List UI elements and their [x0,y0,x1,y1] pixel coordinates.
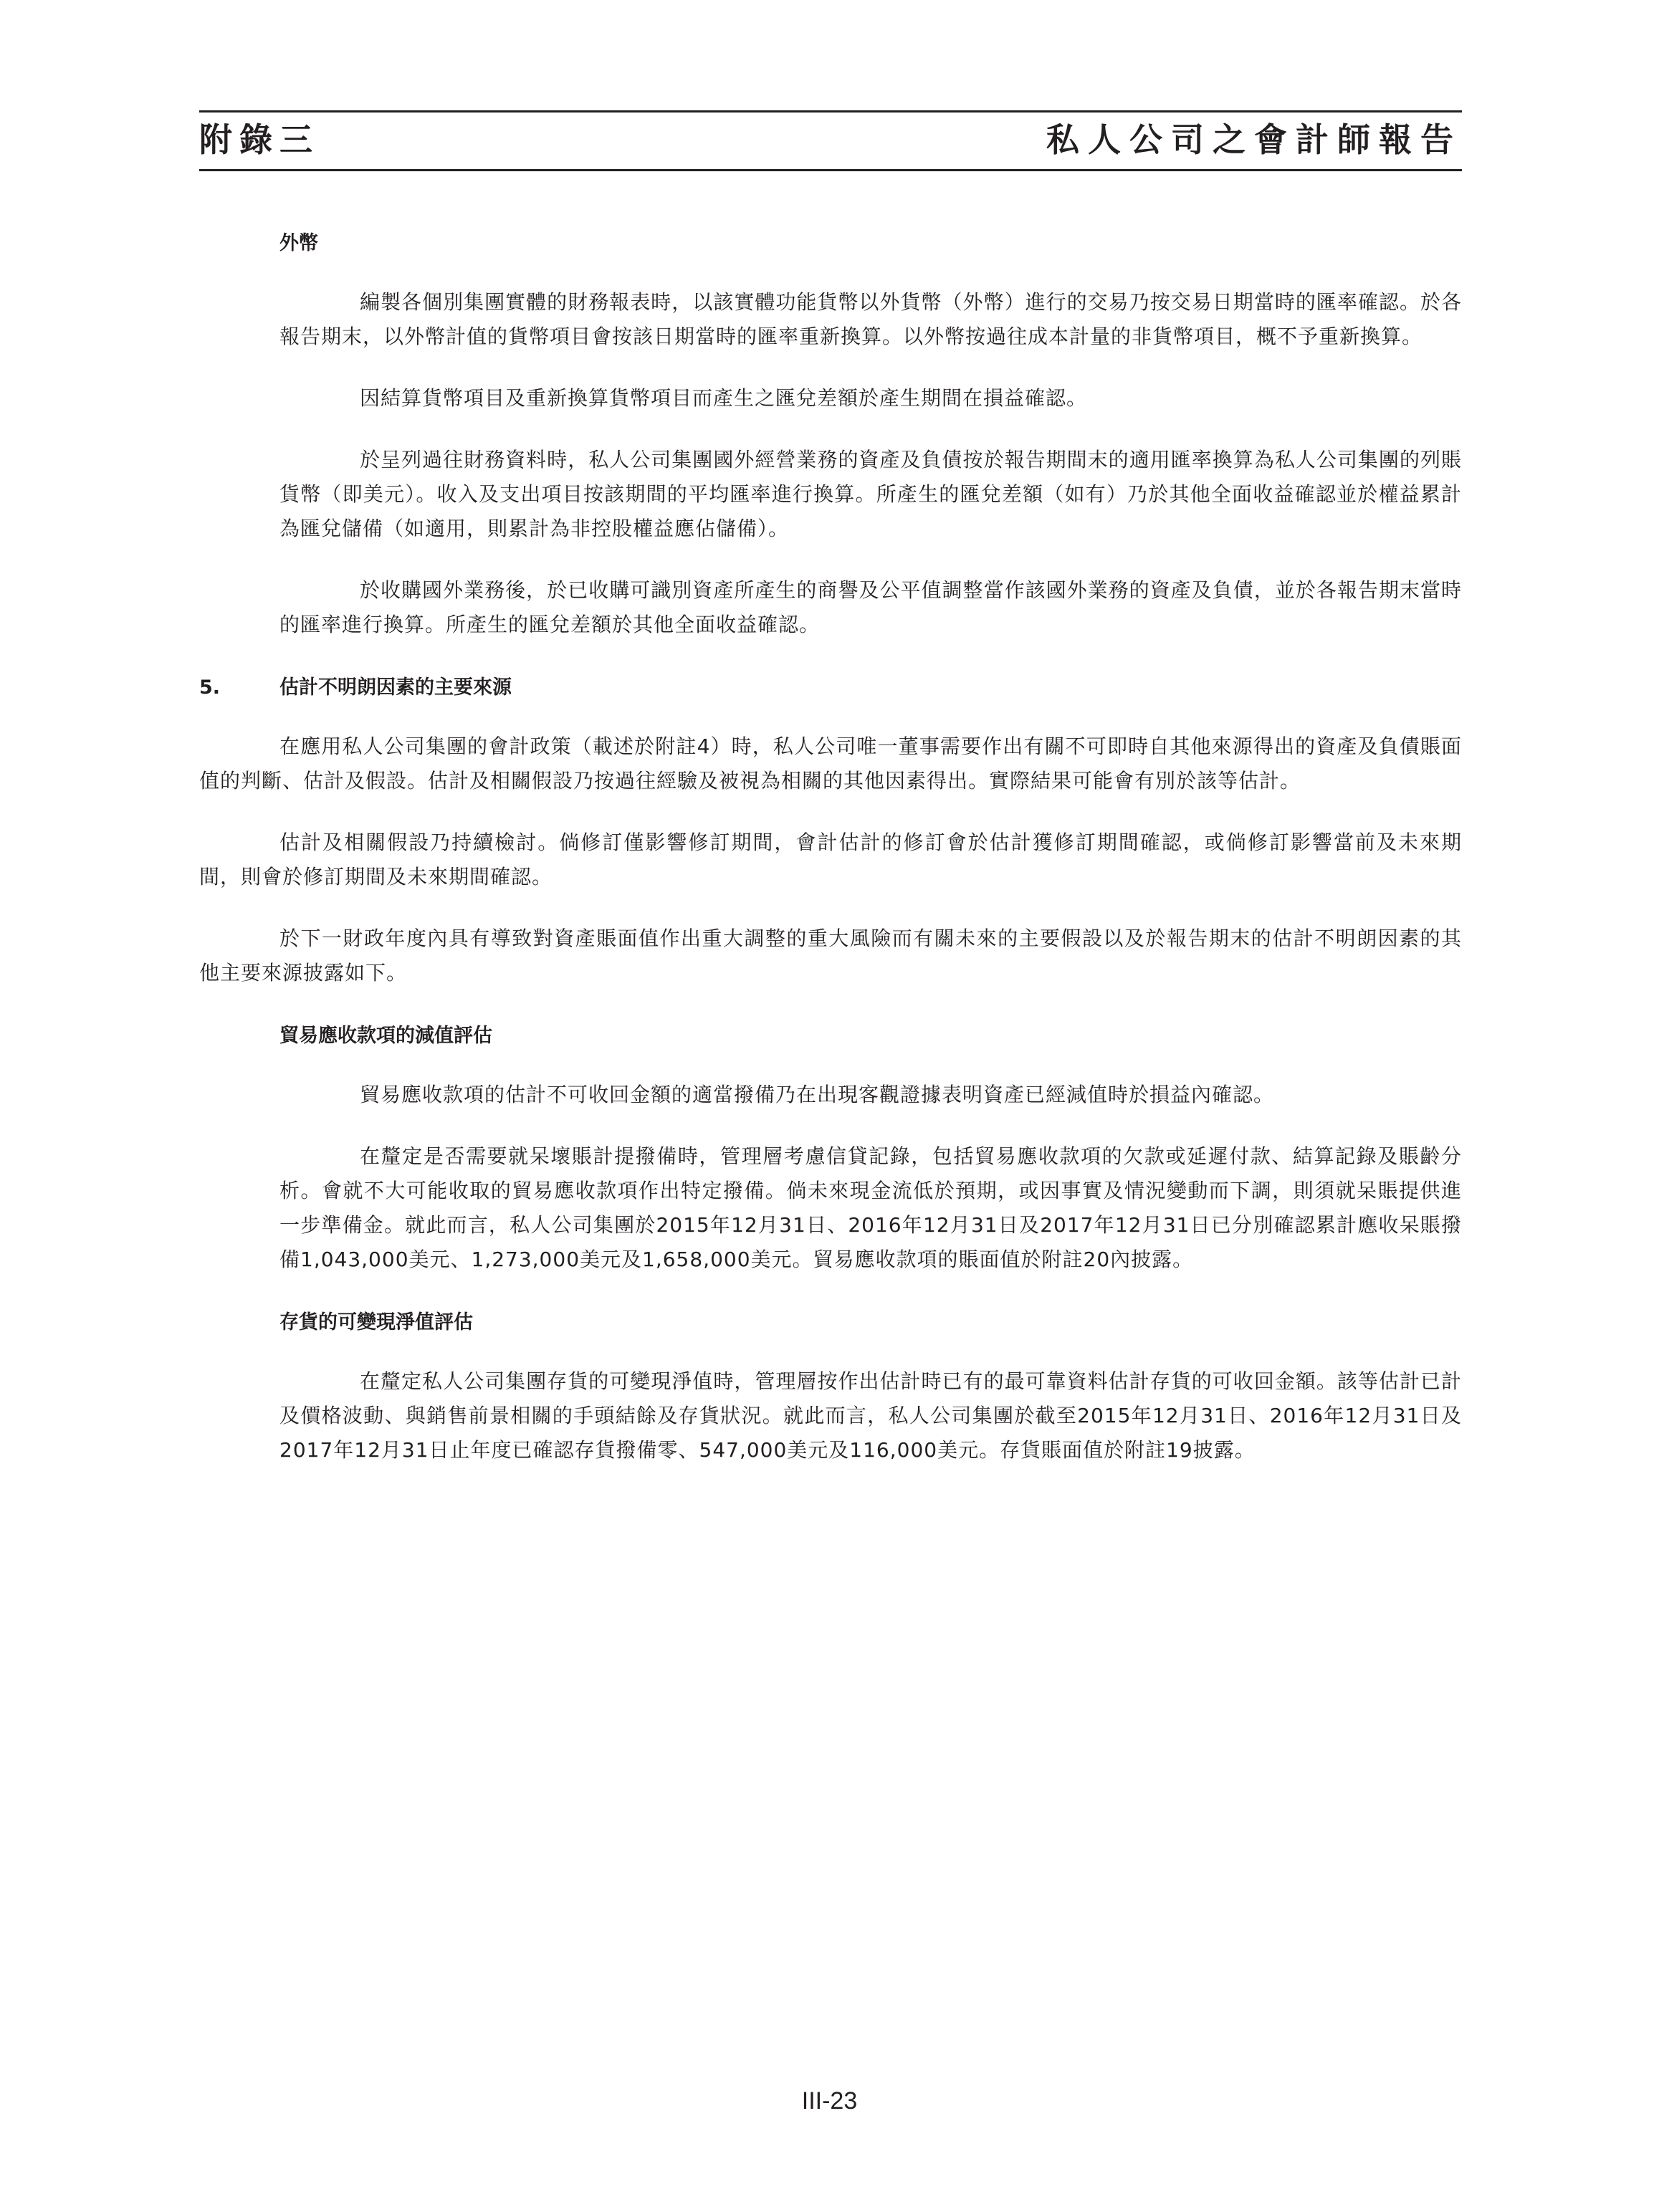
page-content [199,229,1462,1468]
report-title: 私人公司之會計師報告 [1046,120,1462,159]
trade-receivables-paragraph-1: 貿易應收款項的估計不可收回金額的適當撥備乃在出現客觀證據表明資產已經減值時於損益內確認。 [360,1083,1275,1106]
foreign-currency-heading: 外幣 [279,232,318,254]
trade-receivables-paragraph-2: 在釐定是否需要就呆壞賬計提撥備時，管理層考慮信貸記錄，包括貿易應收款項的欠款或延遲付款、結算記錄及賬齡分析。會就不大可能收取的貿易應收款項作出特定撥備。倘未來現金流低於預期，或因事實及情況變動而下調，則須就呆賬提供進一步準備金。就此而言，私人公司集團於2015年12月31日、2016年12月31日及2017年12月31日已分別確認累計應收呆賬撥備1,043,000美元、1,273,000美元及1,658,000美元。貿易應收款項的賬面值於附註20內披露。 [279,1144,1462,1271]
header-top-rule [199,110,1462,112]
header-bottom-rule [199,169,1462,171]
section-number: 5. [199,676,221,699]
appendix-label: 附錄三 [199,120,320,159]
foreign-currency-paragraph-1: 編製各個別集團實體的財務報表時，以該實體功能貨幣以外貨幣（外幣）進行的交易乃按交易日期當時的匯率確認。於各報告期末，以外幣計值的貨幣項目會按該日期當時的匯率重新換算。以外幣按過往成本計量的非貨幣項目，概不予重新換算。 [279,290,1462,348]
page-number: III-23 [801,2087,858,2115]
inventories-paragraph-1: 在釐定私人公司集團存貨的可變現淨值時，管理層按作出估計時已有的最可靠資料估計存貨的可收回金額。該等估計已計及價格波動、與銷售前景相關的手頭結餘及存貨狀況。就此而言，私人公司集團於截至2015年12月31日、2016年12月31日及2017年12月31日止年度已確認存貨撥備零、547,000美元及116,000美元。存貨賬面值於附註19披露。 [279,1369,1462,1462]
section-5-heading [199,674,1462,702]
trade-receivables-heading: 貿易應收款項的減值評估 [279,1025,492,1047]
section-title: 估計不明朗因素的主要來源 [279,676,512,699]
foreign-currency-paragraph-3: 於呈列過往財務資料時，私人公司集團國外經營業務的資產及負債按於報告期間末的適用匯率換算為私人公司集團的列賬貨幣（即美元）。收入及支出項目按該期間的平均匯率進行換算。所產生的匯兌差額（如有）乃於其他全面收益確認並於權益累計為匯兌儲備（如適用，則累計為非控股權益應佔儲備）。 [279,448,1462,540]
section-5-paragraph-2: 估計及相關假設乃持續檢討。倘修訂僅影響修訂期間，會計估計的修訂會於估計獲修訂期間確認，或倘修訂影響當前及未來期間，則會於修訂期間及未來期間確認。 [199,830,1462,889]
inventories-heading: 存貨的可變現淨值評估 [279,1311,473,1334]
foreign-currency-paragraph-2: 因結算貨幣項目及重新換算貨幣項目而產生之匯兌差額於產生期間在損益確認。 [360,386,1088,410]
foreign-currency-paragraph-4: 於收購國外業務後，於已收購可識別資產所產生的商譽及公平值調整當作該國外業務的資產及負債，並於各報告期末當時的匯率進行換算。所產生的匯兌差額於其他全面收益確認。 [279,578,1462,636]
section-5-paragraph-3: 於下一財政年度內具有導致對資產賬面值作出重大調整的重大風險而有關未來的主要假設以及於報告期末的估計不明朗因素的其他主要來源披露如下。 [199,927,1462,985]
section-5-paragraph-1: 在應用私人公司集團的會計政策（載述於附註4）時，私人公司唯一董事需要作出有關不可即時自其他來源得出的資產及負債賬面值的判斷、估計及假設。估計及相關假設乃按過往經驗及被視為相關的其他因素得出。實際結果可能會有別於該等估計。 [199,734,1462,793]
